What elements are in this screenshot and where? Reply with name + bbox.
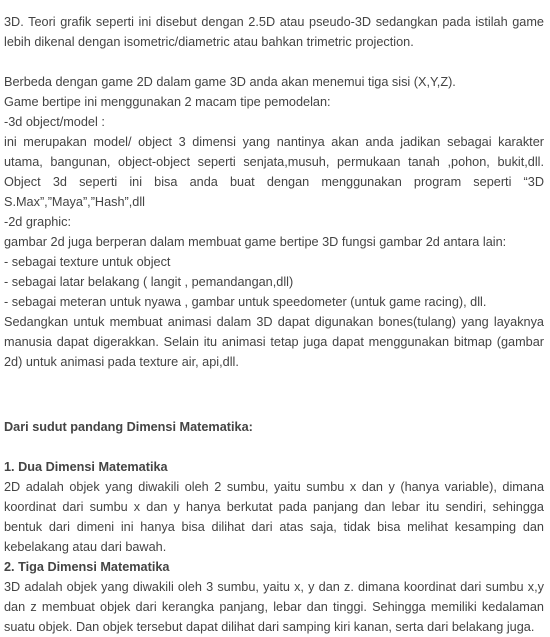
paragraph-three-sides: Berbeda dengan game 2D dalam game 3D anda akan menemui tiga sisi (X,Y,Z). [4,75,456,89]
paragraph-two-dimension: 2D adalah objek yang diwakili oleh 2 sumbu, yaitu sumbu x dan y (hanya variable), dimana koordinat dari sumbu x dan y hanya berkutat pada panjang dan lebar itu sendiri, sehingga bentuk dari dimeni ini hanya bisa dilihat dari atas saja, tidak bisa melihat kesamping dan kebelakang atau dari bawah. [4,480,544,554]
paragraph-3d-object-desc: ini merupakan model/ object 3 dimensi yang nantinya akan anda jadikan sebagai karakter utama, bangunan, object-object seperti senjata,musuh, permukaan tanah ,pohon, bukit,dll. Object 3d seperti ini bisa anda buat dengan menggunakan program seperti “3D S.Max”,”Maya”,”Hash”,dll [4,135,544,209]
heading-3d-object-model: -3d object/model : [4,115,105,129]
paragraph-bones-animation: Sedangkan untuk membuat animasi dalam 3D dapat digunakan bones(tulang) yang layaknya manusia dapat digerakkan. Selain itu animasi tetap juga dapat menggunakan bitmap (gambar 2d) untuk animasi pada texture air, api,dll. [4,315,544,369]
spacer [4,372,544,417]
section-heading-math-dimension: Dari sudut pandang Dimensi Matematika: [4,420,253,434]
paragraph-2-5d: 3D. Teori grafik seperti ini disebut dengan 2.5D atau pseudo-3D sedangkan pada istilah game lebih dikenal dengan isometric/diametric atau bahkan trimetric projection. [4,15,544,49]
paragraph-2d-graphic-desc: gambar 2d juga berperan dalam membuat game bertipe 3D fungsi gambar 2d antara lain: [4,235,507,249]
subheading-two-dimension: 1. Dua Dimensi Matematika [4,460,168,474]
heading-2d-graphic: -2d graphic: [4,215,71,229]
list-item: - sebagai latar belakang ( langit , pemandangan,dll) [4,275,294,289]
spacer [4,52,544,72]
spacer [4,437,544,457]
paragraph-three-dimension: 3D adalah objek yang diwakili oleh 3 sumbu, yaitu x, y dan z. dimana koordinat dari sumbu x,y dan z membuat objek dari kerangka panjang, lebar dan tinggi. Sehingga memiliki kedalaman suatu objek. Dan objek tersebut dapat dilihat dari samping kiri kanan, serta dari belakang juga. [4,580,544,634]
list-item: - sebagai meteran untuk nyawa , gambar untuk speedometer (untuk game racing), dll. [4,295,487,309]
article-body [4,12,544,637]
list-item: - sebagai texture untuk object [4,255,171,269]
paragraph-modeling-types: Game bertipe ini menggunakan 2 macam tipe pemodelan: [4,95,331,109]
subheading-three-dimension: 2. Tiga Dimensi Matematika [4,560,170,574]
